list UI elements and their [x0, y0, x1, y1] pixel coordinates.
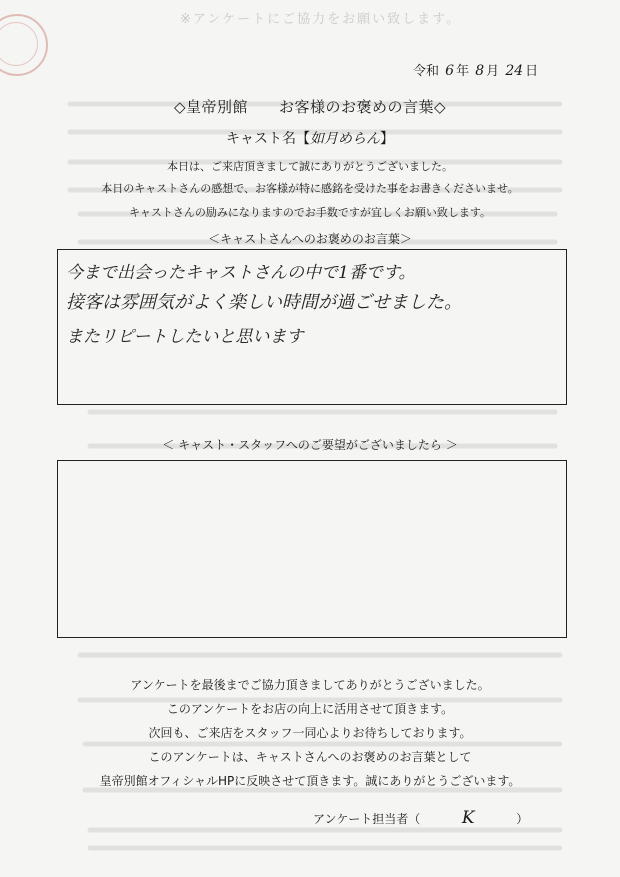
request-comment-box[interactable] — [57, 460, 567, 638]
cast-name-close: 】 — [380, 131, 394, 147]
date-month-value: 8 — [475, 63, 485, 79]
staff-name: K — [461, 808, 475, 828]
closing-line-4: このアンケートは、キャストさんへのお褒めのお言葉として — [148, 750, 472, 764]
intro-line-2: 本日のキャストさんの感想で、お客様が特に感銘を受けた事をお書きくださいませ。 — [101, 182, 519, 195]
form-title: ◇皇帝別館 お客様のお褒めの言葉◇ — [173, 98, 447, 116]
praise-heading: ＜キャストさんへのお褒めのお言葉＞ — [208, 232, 412, 246]
date-year-unit: 年 — [456, 64, 470, 79]
closing-line-1: アンケートを最後までご協力頂きましてありがとうございました。 — [130, 678, 490, 692]
date-year-value: 6 — [445, 63, 455, 79]
faint-stamp-seal — [0, 14, 48, 76]
closing-line-5: 皇帝別館オフィシャルHPに反映させて頂きます。誠にありがとうございます。 — [99, 774, 521, 788]
staff-line — [313, 808, 528, 828]
intro-line-3: キャストさんの励みになりますのでお手数ですが宜しくお願い致します。 — [128, 206, 492, 219]
date-era: 令和 — [413, 64, 440, 79]
date-day-value: 24 — [505, 63, 524, 79]
date-line — [413, 60, 538, 79]
date-month-unit: 月 — [486, 64, 500, 79]
praise-comment-line-1: 今まで出会ったキャストさんの中で1番です。 — [66, 263, 416, 283]
closing-line-3: 次回も、ご来店をスタッフ一同心よりお待ちしております。 — [148, 726, 472, 740]
staff-close: ） — [516, 812, 529, 826]
request-heading: ＜ キャスト・スタッフへのご要望がございましたら ＞ — [162, 438, 458, 452]
praise-comment-line-3: またリピートしたいと思います — [66, 327, 304, 347]
intro-line-1: 本日は、ご来店頂きまして誠にありがとうございました。 — [167, 160, 453, 173]
date-day-unit: 日 — [525, 64, 539, 79]
bleed-header: ※アンケートにご協力をお願い致します。 — [180, 12, 462, 27]
praise-comment-line-2: 接客は雰囲気がよく楽しい時間が過ごせました。 — [66, 292, 462, 313]
cast-name-value: 如月めらん — [310, 131, 380, 147]
praise-comment-box[interactable] — [57, 249, 567, 405]
cast-name-line — [0, 128, 620, 148]
cast-name-label: キャスト名【 — [226, 131, 310, 147]
staff-label: アンケート担当者（ — [313, 812, 421, 826]
closing-line-2: このアンケートをお店の向上に活用させて頂きます。 — [166, 702, 454, 716]
